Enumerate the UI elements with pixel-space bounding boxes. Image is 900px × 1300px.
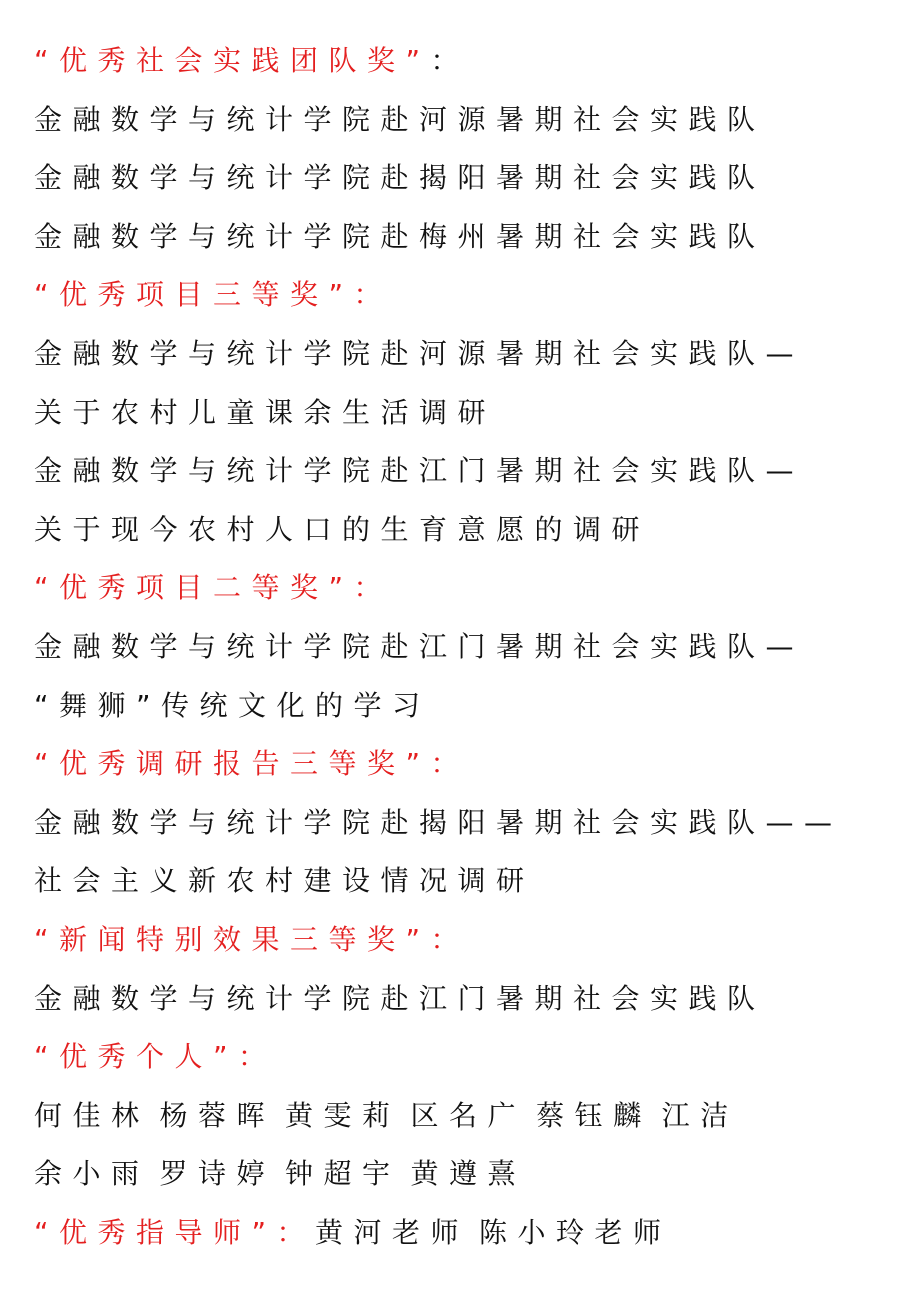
team-award-line: 金融数学与统计学院赴梅州暑期社会实践队: [34, 219, 766, 253]
team-award-heading: “优秀社会实践团队奖”: [34, 44, 431, 77]
individual-name: 江洁: [661, 1098, 739, 1132]
report-third-line: 社会主义新农村建设情况调研: [34, 864, 535, 898]
individual-name: 余小雨: [34, 1157, 150, 1191]
award-document: [34, 36, 884, 1266]
advisors-heading: “优秀指导师”：: [34, 1215, 316, 1249]
individual-name: 何佳林: [34, 1098, 150, 1132]
project-second-heading: “优秀项目二等奖”：: [34, 571, 393, 605]
individuals-row-2: [34, 1149, 884, 1208]
advisor-name: 陈小玲老师: [479, 1215, 672, 1249]
individuals-row-1: [34, 1091, 884, 1150]
individuals-heading: “优秀个人”：: [34, 1040, 277, 1074]
individual-name: 黄雯莉: [285, 1098, 401, 1132]
individual-name: 区名广: [410, 1098, 527, 1132]
individual-name: 杨蓉晖: [159, 1098, 276, 1132]
project-third-line: 金融数学与统计学院赴江门暑期社会实践队—: [34, 454, 805, 488]
advisors-line: [34, 1208, 884, 1267]
individual-name: 黄遵熹: [410, 1157, 527, 1191]
news-third-line: 金融数学与统计学院赴江门暑期社会实践队: [34, 981, 766, 1015]
project-third-heading: “优秀项目三等奖”：: [34, 278, 393, 312]
project-third-line: 关于现今农村人口的生育意愿的调研: [34, 512, 651, 546]
team-award-heading-line: [34, 36, 884, 95]
news-third-heading: “新闻特别效果三等奖”：: [34, 922, 470, 956]
project-second-line: “舞狮”传统文化的学习: [34, 688, 431, 722]
advisor-name: 黄河老师: [315, 1215, 470, 1249]
team-award-line: 金融数学与统计学院赴揭阳暑期社会实践队: [34, 161, 766, 195]
individual-name: 钟超宇: [285, 1157, 401, 1191]
project-third-line: 金融数学与统计学院赴河源暑期社会实践队—: [34, 336, 805, 370]
individual-name: 蔡钰麟: [536, 1098, 652, 1132]
project-third-line: 关于农村儿童课余生活调研: [34, 395, 497, 429]
team-award-colon: ：: [430, 44, 470, 77]
report-third-heading: “优秀调研报告三等奖”：: [34, 747, 470, 781]
report-third-line: 金融数学与统计学院赴揭阳暑期社会实践队——: [34, 805, 843, 839]
project-second-line: 金融数学与统计学院赴江门暑期社会实践队—: [34, 629, 805, 663]
team-award-line: 金融数学与统计学院赴河源暑期社会实践队: [34, 102, 766, 136]
individual-name: 罗诗婷: [159, 1157, 276, 1191]
